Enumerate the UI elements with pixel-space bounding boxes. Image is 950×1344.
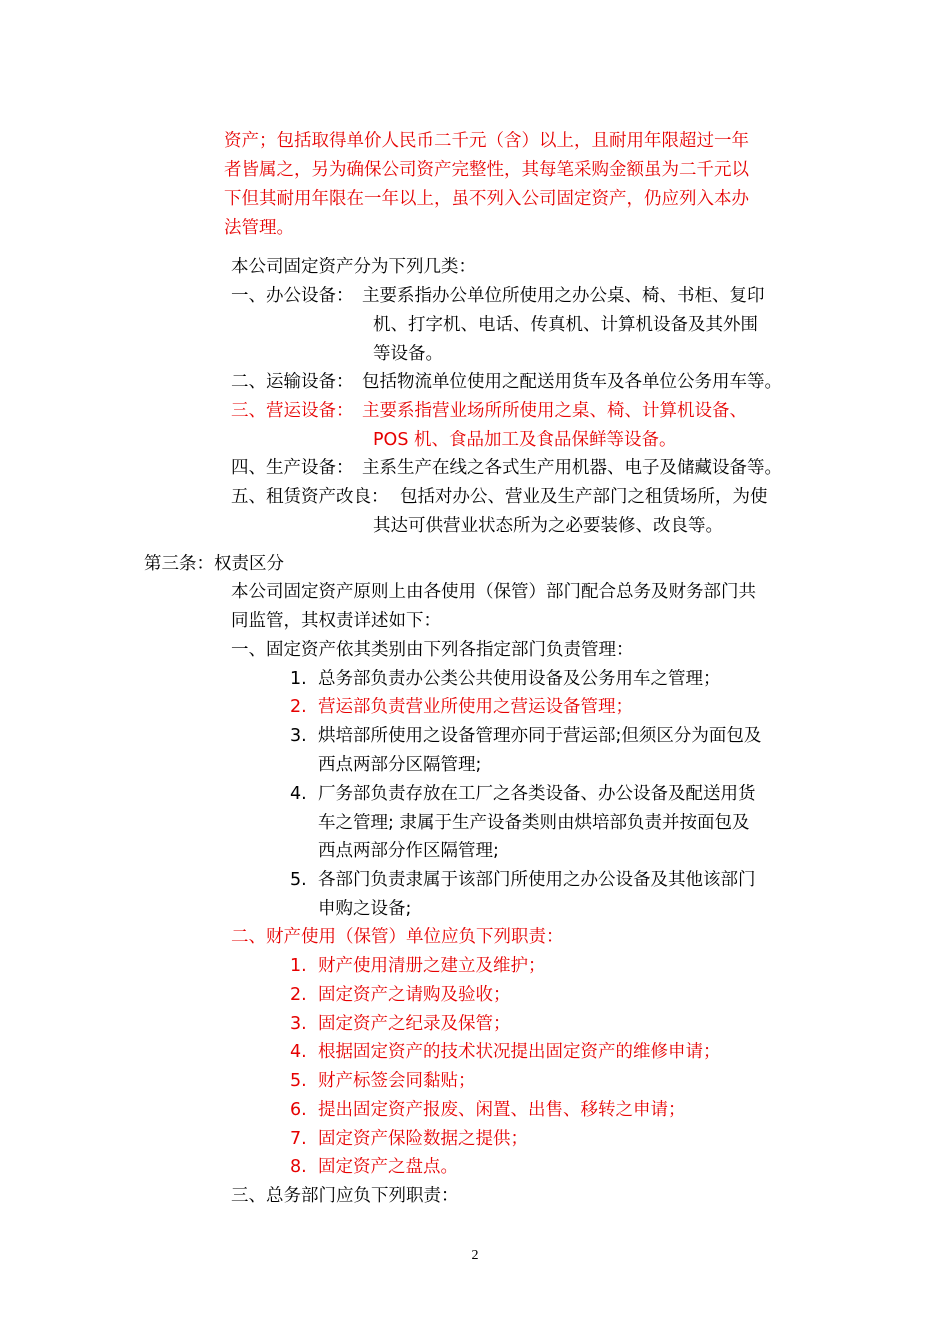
list-number: 8. [290,1157,307,1177]
section-heading: 三、总务部门应负下列职责： [231,1186,459,1206]
category-text: 主要系指办公单位所使用之办公桌、椅、书柜、复印 [362,286,765,306]
list-item-text: 西点两部分作区隔管理; [318,841,499,861]
list-number: 5. [290,870,307,890]
list-item-text: 各部门负责隶属于该部门所使用之办公设备及其他该部门 [318,870,756,890]
category-text: 等设备。 [373,344,443,364]
list-item-text: 烘培部所使用之设备管理亦同于营运部;但须区分为面包及 [318,726,762,746]
category-text: 主系生产在线之各式生产用机器、电子及储藏设备等。 [362,458,782,478]
intro-line: 下但其耐用年限在一年以上，虽不列入公司固定资产，仍应列入本办 [224,189,749,209]
list-item-text: 总务部负责办公类公共使用设备及公务用车之管理； [318,669,721,689]
category-text: 包括对办公、营业及生产部门之租赁场所，为使 [400,487,768,507]
categories-heading: 本公司固定资产分为下列几类： [231,257,476,277]
article-intro-line: 同监管，其权责详述如下： [231,611,441,631]
category-text: 主要系指营业场所所使用之桌、椅、计算机设备、 [362,401,747,421]
category-text: 机、打字机、电话、传真机、计算机设备及其外围 [373,315,758,335]
list-number: 1. [290,669,307,689]
list-item-text: 厂务部负责存放在工厂之各类设备、办公设备及配送用货 [318,784,756,804]
list-number: 4. [290,784,307,804]
list-number: 3. [290,726,307,746]
category-text: POS 机、食品加工及食品保鲜等设备。 [373,430,677,450]
list-number: 7. [290,1129,307,1149]
list-number: 6. [290,1100,307,1120]
category-label: 一、办公设备： [231,286,354,306]
intro-line: 法管理。 [224,218,294,238]
list-item-text: 财产使用清册之建立及维护； [318,956,546,976]
page-number: 2 [471,1248,479,1263]
section-heading: 一、固定资产依其类别由下列各指定部门负责管理： [231,640,634,660]
list-number: 4. [290,1042,307,1062]
list-item-text: 财产标签会同黏贴； [318,1071,476,1091]
section-heading: 二、财产使用（保管）单位应负下列职责： [231,927,564,947]
article-intro-line: 本公司固定资产原则上由各使用（保管）部门配合总务及财务部门共 [231,582,756,602]
list-number: 2. [290,985,307,1005]
intro-line: 资产；包括取得单价人民币二千元（含）以上，且耐用年限超过一年 [224,131,749,151]
list-item-text: 根据固定资产的技术状况提出固定资产的维修申请； [318,1042,721,1062]
list-item-text: 固定资产之请购及验收； [318,985,511,1005]
category-label: 四、生产设备： [231,458,354,478]
list-item-text: 申购之设备; [318,899,412,919]
category-label: 五、租赁资产改良： [231,487,389,507]
list-item-text: 提出固定资产报废、闲置、出售、移转之申请； [318,1100,686,1120]
category-label: 二、运输设备： [231,372,354,392]
list-number: 3. [290,1014,307,1034]
list-number: 5. [290,1071,307,1091]
list-item-text: 车之管理; 隶属于生产设备类则由烘培部负责并按面包及 [318,813,750,833]
list-item-text: 固定资产之纪录及保管； [318,1014,511,1034]
list-item-text: 营运部负责营业所使用之营运设备管理； [318,697,633,717]
list-number: 2. [290,697,307,717]
category-text: 其达可供营业状态所为之必要装修、改良等。 [373,516,723,536]
category-text: 包括物流单位使用之配送用货车及各单位公务用车等。 [362,372,782,392]
category-label: 三、营运设备： [231,401,354,421]
intro-line: 者皆属之，另为确保公司资产完整性，其每笔采购金额虽为二千元以 [224,160,749,180]
list-number: 1. [290,956,307,976]
list-item-text: 西点两部分区隔管理; [318,755,482,775]
list-item-text: 固定资产之盘点。 [318,1157,458,1177]
list-item-text: 固定资产保险数据之提供； [318,1129,528,1149]
article-title: 第三条：权责区分 [144,554,284,574]
